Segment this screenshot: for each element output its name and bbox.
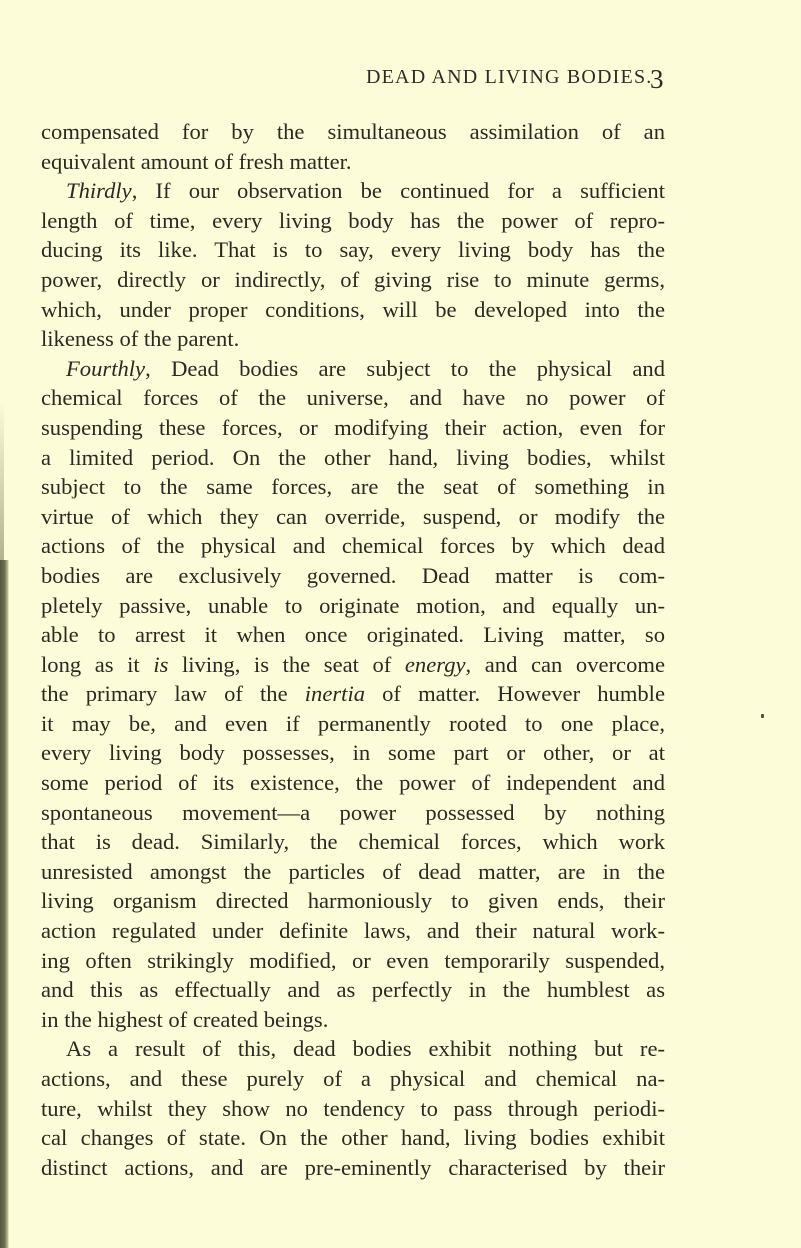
text-line: which, under proper conditions, will be developed into the — [41, 296, 665, 322]
text-line: pletely passive, unable to originate motion, and equally un- — [41, 592, 665, 618]
text-line: actions, and these purely of a physical and chemical na- — [41, 1066, 665, 1091]
text-line: living organism directed harmoniously to given ends, their — [41, 888, 665, 914]
italic-term: Thirdly — [66, 178, 132, 204]
text-line: it may be, and even if permanently rooted to one place, — [41, 710, 665, 736]
text-line: virtue of which they can override, suspend, or modify the — [41, 503, 665, 529]
text-line: ducing its like. That is to say, every living body has the — [41, 237, 665, 263]
text-line: chemical forces of the universe, and have no power of — [41, 385, 665, 411]
text-line: ing often strikingly modified, or even temporarily suspended, — [41, 947, 665, 973]
text-line: the primary law of the inertia of matter. However humble — [41, 681, 665, 707]
text-line: a limited period. On the other hand, living bodies, whilst — [41, 444, 665, 470]
text-line: length of time, every living body has the power of repro- — [41, 207, 665, 233]
text-line: ture, whilst they show no tendency to pass through periodi- — [41, 1095, 665, 1121]
text-line: subject to the same forces, are the seat of something in — [41, 474, 665, 500]
text-line: As a result of this, dead bodies exhibit nothing but re- — [66, 1036, 665, 1062]
text-line: long as it is living, is the seat of energy, and can overcome — [41, 651, 665, 677]
paper-speck — [761, 714, 764, 718]
text-line: action regulated under definite laws, and their natural work- — [41, 918, 665, 944]
text-line: cal changes of state. On the other hand, living bodies exhibit — [41, 1125, 665, 1151]
italic-term: energy — [404, 651, 466, 677]
running-head-title: DEAD AND LIVING BODIES. — [366, 66, 653, 88]
text-line: able to arrest it when once originated. Living matter, so — [41, 622, 665, 648]
page-binding-edge — [0, 560, 9, 1248]
text-line: Fourthly, Dead bodies are subject to the physical and — [66, 355, 665, 381]
text-line: and this as effectually and as perfectly in the humblest as — [41, 977, 665, 1003]
text-line: likeness of the parent. — [41, 326, 240, 352]
text-line: every living body possesses, in some part or other, or at — [41, 740, 665, 766]
body-text — [41, 117, 665, 1182]
text-line: equivalent amount of fresh matter. — [41, 148, 352, 174]
italic-term: Fourthly — [66, 355, 146, 381]
italic-term: is — [153, 651, 169, 677]
text-line: power, directly or indirectly, of giving rise to minute germs, — [41, 266, 665, 292]
text-line: suspending these forces, or modifying their action, even for — [41, 414, 665, 440]
text-line: that is dead. Similarly, the chemical forces, which work — [41, 829, 665, 855]
text-line: compensated for by the simultaneous assimilation of an — [41, 119, 665, 144]
running-head — [0, 66, 801, 96]
binding-shadow-top — [0, 400, 4, 570]
text-line: some period of its existence, the power of independent and — [41, 770, 665, 796]
text-line: bodies are exclusively governed. Dead matter is com- — [41, 562, 665, 588]
text-line: actions of the physical and chemical forces by which dead — [41, 533, 665, 559]
italic-term: inertia — [304, 681, 366, 707]
page-number: 3 — [650, 64, 664, 94]
text-line: in the highest of created beings. — [41, 1006, 329, 1032]
text-line: unresisted amongst the particles of dead matter, are in the — [41, 858, 665, 884]
text-line: Thirdly, If our observation be continued for a sufficient — [66, 178, 665, 204]
text-line: spontaneous movement—a power possessed by nothing — [41, 799, 665, 825]
text-line: distinct actions, and are pre-eminently characterised by their — [41, 1154, 665, 1180]
